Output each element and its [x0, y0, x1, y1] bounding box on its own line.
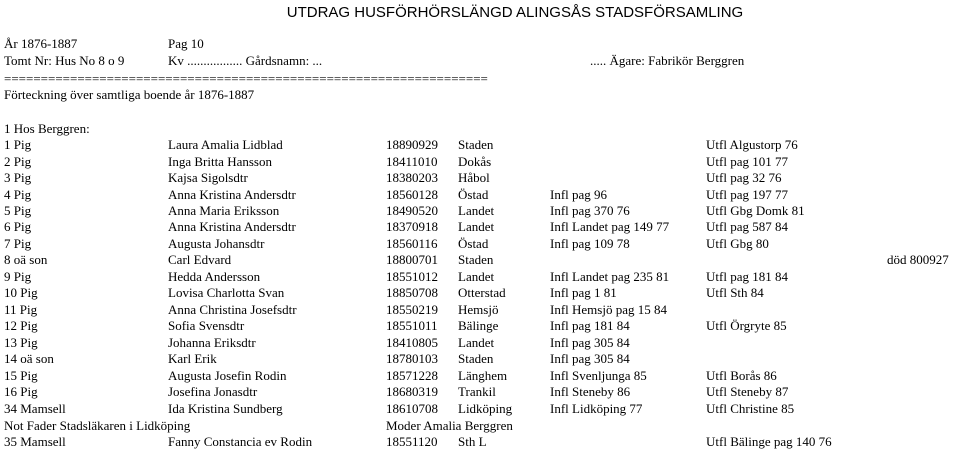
entry-c1: Carl Edvard	[168, 252, 232, 267]
entry-c3: Östad	[458, 236, 489, 251]
entry-c3: Staden	[458, 351, 494, 366]
entry-c3: Staden	[458, 137, 494, 152]
entry-c2: 18380203	[386, 170, 438, 185]
entry-c4: Infl pag 1 81	[550, 285, 617, 300]
entry-c1: Sofia Svensdtr	[168, 318, 245, 333]
owner-label: ..... Ägare: Fabrikör Berggren	[590, 53, 745, 68]
entry-c1: Anna Kristina Andersdtr	[168, 219, 296, 234]
entry-c3: Sth L	[458, 434, 487, 449]
entry-c2: 18410805	[386, 335, 438, 350]
section-heading: 1 Hos Berggren:	[4, 121, 90, 136]
entry-c3: Bälinge	[458, 318, 499, 333]
list-item	[0, 236, 960, 252]
list-item	[0, 252, 960, 268]
entry-c5: Utfl pag 32 76	[706, 170, 782, 185]
entry-c5: Utfl Steneby 87	[706, 384, 789, 399]
entry-c5: Utfl Borås 86	[706, 368, 777, 383]
entry-c4: Infl Landet pag 235 81	[550, 269, 670, 284]
lot-label: Tomt Nr: Hus No 8 o 9	[4, 53, 125, 68]
list-item	[0, 203, 960, 219]
entry-c2: 18571228	[386, 368, 438, 383]
entry-c0: 9 Pig	[4, 269, 32, 284]
entry-c2: 18551120	[386, 434, 438, 449]
list-item	[0, 384, 960, 400]
list-item	[0, 187, 960, 203]
entry-c4: Infl pag 96	[550, 187, 608, 202]
entry-c6: död 800927	[887, 252, 949, 267]
entry-c3: Håbol	[458, 170, 490, 185]
page-label: Pag 10	[168, 36, 204, 51]
list-item	[0, 137, 960, 153]
list-item	[0, 318, 960, 334]
separator-line: ==================================================================	[4, 71, 488, 86]
entry-c5: Utfl Bälinge pag 140 76	[706, 434, 832, 449]
entry-c0: 12 Pig	[4, 318, 38, 333]
entry-c2: 18680319	[386, 384, 438, 399]
entry-c0: 2 Pig	[4, 154, 32, 169]
entry-c0: 10 Pig	[4, 285, 38, 300]
entry-c2: 18550219	[386, 302, 438, 317]
entry-c1: Anna Maria Eriksson	[168, 203, 280, 218]
entry-c2: 18560116	[386, 236, 438, 251]
entry-c3: Lidköping	[458, 401, 513, 416]
list-item	[0, 269, 960, 285]
entry-c3: Otterstad	[458, 285, 506, 300]
list-item	[0, 170, 960, 186]
list-item	[0, 401, 960, 417]
list-item	[0, 368, 960, 384]
entry-c0: 1 Pig	[4, 137, 32, 152]
entry-c1: Hedda Andersson	[168, 269, 261, 284]
entry-c2: 18800701	[386, 252, 438, 267]
entry-c3: Landet	[458, 335, 495, 350]
entry-c3: Staden	[458, 252, 494, 267]
entry-c2: 18551011	[386, 318, 438, 333]
entry-c3: Landet	[458, 219, 495, 234]
entry-c5: Utfl Algustorp 76	[706, 137, 798, 152]
entry-c5: Utfl pag 197 77	[706, 187, 788, 202]
entry-c1: Anna Kristina Andersdtr	[168, 187, 296, 202]
entry-c3: Hemsjö	[458, 302, 499, 317]
entry-c4: Infl pag 181 84	[550, 318, 630, 333]
entry-c0: Not Fader Stadsläkaren i Lidköping	[4, 418, 191, 433]
entry-c2: 18890929	[386, 137, 438, 152]
entry-c4: Infl pag 305 84	[550, 351, 630, 366]
entry-c0: 34 Mamsell	[4, 401, 66, 416]
entry-c4: Infl Landet pag 149 77	[550, 219, 670, 234]
entry-c3: Landet	[458, 203, 495, 218]
entry-c5: Utfl Gbg 80	[706, 236, 769, 251]
entry-c1: Laura Amalia Lidblad	[168, 137, 283, 152]
entry-c5: Utfl Gbg Domk 81	[706, 203, 805, 218]
entry-c1: Augusta Johansdtr	[168, 236, 265, 251]
entry-c1: Karl Erik	[168, 351, 217, 366]
list-item	[0, 285, 960, 301]
entry-c0: 14 oä son	[4, 351, 54, 366]
list-item	[0, 302, 960, 318]
entry-c1: Inga Britta Hansson	[168, 154, 272, 169]
list-item	[0, 219, 960, 235]
entry-c0: 4 Pig	[4, 187, 32, 202]
kv-label: Kv ................. Gårdsnamn: ...	[168, 53, 323, 68]
entry-c2: 18610708	[386, 401, 438, 416]
entry-c2: 18411010	[386, 154, 438, 169]
entry-c2: 18850708	[386, 285, 438, 300]
list-item	[0, 351, 960, 367]
entry-c4: Infl Lidköping 77	[550, 401, 643, 416]
entry-c0: 3 Pig	[4, 170, 32, 185]
entry-c3: Landet	[458, 269, 495, 284]
entry-c1: Fanny Constancia ev Rodin	[168, 434, 313, 449]
year-label: År 1876-1887	[4, 36, 78, 51]
entry-c4: Infl Svenljunga 85	[550, 368, 647, 383]
entry-c0: 13 Pig	[4, 335, 38, 350]
entry-c4: Infl pag 305 84	[550, 335, 630, 350]
entry-c4: Infl Steneby 86	[550, 384, 631, 399]
entry-c5: Utfl pag 101 77	[706, 154, 788, 169]
entry-c3: Östad	[458, 187, 489, 202]
entry-c0: 35 Mamsell	[4, 434, 66, 449]
entry-c2: Moder Amalia Berggren	[386, 418, 513, 433]
entry-c1: Kajsa Sigolsdtr	[168, 170, 248, 185]
document-title: UTDRAG HUSFÖRHÖRSLÄNGD ALINGSÅS STADSFÖRSAMLING	[286, 4, 744, 21]
entry-c0: 5 Pig	[4, 203, 32, 218]
entry-c5: Utfl Sth 84	[706, 285, 764, 300]
entry-c2: 18780103	[386, 351, 438, 366]
entry-c2: 18490520	[386, 203, 438, 218]
entry-c0: 7 Pig	[4, 236, 32, 251]
entry-c3: Länghem	[458, 368, 508, 383]
entry-c3: Dokås	[458, 154, 492, 169]
entry-c1: Josefina Jonasdtr	[168, 384, 258, 399]
entry-c4: Infl Hemsjö pag 15 84	[550, 302, 667, 317]
entry-c0: 16 Pig	[4, 384, 38, 399]
entry-c1: Augusta Josefin Rodin	[168, 368, 287, 383]
entry-c0: 6 Pig	[4, 219, 32, 234]
entry-c3: Trankil	[458, 384, 496, 399]
list-item	[0, 335, 960, 351]
list-item	[0, 418, 960, 434]
entry-c1: Johanna Eriksdtr	[168, 335, 256, 350]
entry-c2: 18370918	[386, 219, 438, 234]
entry-c4: Infl pag 370 76	[550, 203, 630, 218]
entry-c5: Utfl pag 587 84	[706, 219, 788, 234]
entry-c1: Anna Christina Josefsdtr	[168, 302, 297, 317]
entry-c4: Infl pag 109 78	[550, 236, 630, 251]
subtitle: Förteckning över samtliga boende år 1876-1887	[4, 87, 255, 102]
entry-c0: 11 Pig	[4, 302, 38, 317]
entry-c1: Ida Kristina Sundberg	[168, 401, 283, 416]
entry-c2: 18551012	[386, 269, 438, 284]
entry-c5: Utfl Örgryte 85	[706, 318, 787, 333]
list-item	[0, 434, 960, 450]
list-item	[0, 154, 960, 170]
entry-c5: Utfl Christine 85	[706, 401, 795, 416]
entry-c5: Utfl pag 181 84	[706, 269, 788, 284]
entry-c0: 15 Pig	[4, 368, 38, 383]
entry-c2: 18560128	[386, 187, 438, 202]
entry-c0: 8 oä son	[4, 252, 48, 267]
entry-c1: Lovisa Charlotta Svan	[168, 285, 285, 300]
